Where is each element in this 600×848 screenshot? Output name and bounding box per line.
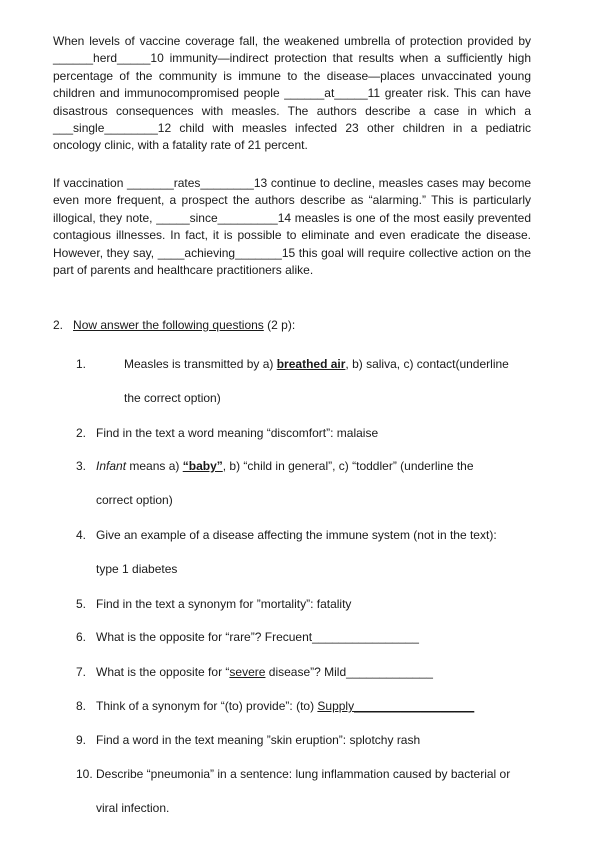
question-text: Describe “pneumonia” in a sentence: lung inflammation caused by bacterial or [96,767,511,781]
question-1-continuation: the correct option) [124,391,221,405]
question-4 [76,528,546,542]
question-text: Find a word in the text meaning ”skin eruption”: splotchy rash [96,733,421,747]
question-1 [76,357,546,371]
question-text: , b) saliva, c) contact(underline [345,357,509,371]
question-text: Measles is transmitted by a) [124,357,277,371]
question-8 [76,699,546,713]
question-10 [76,767,546,781]
question-text: disease”? Mild_____________ [265,665,433,679]
question-3 [76,459,546,473]
question-number: 3. [76,459,87,473]
question-text: What is the opposite for “ [96,665,230,679]
section-heading [53,318,295,332]
question-number: 4. [76,528,87,542]
question-5 [76,597,546,611]
section-label: Now answer the following questions [73,318,264,332]
paragraph-2: If vaccination _______rates________13 continue to decline, measles cases may become even more frequent, a prospect the authors describe as “alarming.” This is particularly illogical, they note, _____since_________14 measles is one of the most easily prevented contagious illnesses. In fact, it is possible to eliminate and even eradicate the disease. However, they say, ____achieving_______15 this goal will require collective action on the part of parents and healthcare practitioners alike. [53,176,531,278]
question-text: means a) [126,459,183,473]
question-number: 7. [76,665,87,679]
question-answer: breathed air [276,357,346,371]
question-text: What is the opposite for “rare”? Frecuent________________ [96,630,419,644]
question-9 [76,733,546,747]
question-text: Find in the text a word meaning “discomfort”: malaise [96,426,379,440]
question-7 [76,665,546,679]
question-2 [76,426,546,440]
question-underlined: Supply__________________ [317,699,475,713]
question-3-continuation: correct option) [96,493,173,507]
question-answer: “baby” [182,459,223,473]
question-number: 5. [76,597,87,611]
question-number: 8. [76,699,87,713]
question-number: 2. [76,426,87,440]
question-10-continuation: viral infection. [96,801,170,815]
question-number: 6. [76,630,87,644]
question-number: 1. [76,357,87,371]
paragraph-1: When levels of vaccine coverage fall, the weakened umbrella of protection provided by ______herd_____10 immunity—indirect protection that results when a sufficiently high percentage of the community is immune to the disease—places unvaccinated young children and immunocompromised people ______at_____11 greater risk. This can have disastrous consequences with measles. The authors describe a case in which a ___single________12 child with measles infected 23 other children in a pediatric oncology clinic, with a fatality rate of 21 percent. [53,34,531,153]
section-points: (2 p): [267,318,296,332]
section-number: 2. [53,318,64,332]
question-text: Give an example of a disease affecting the immune system (not in the text): [96,528,497,542]
question-4-continuation: type 1 diabetes [96,562,178,576]
question-number: 9. [76,733,87,747]
question-text: Think of a synonym for “(to) provide”: (to) [96,699,318,713]
question-underlined: severe [229,665,266,679]
question-word: Infant [96,459,127,473]
question-number: 10. [76,767,93,781]
question-text: , b) “child in general”, c) “toddler” (underline the [222,459,474,473]
question-text: Find in the text a synonym for ”mortality”: fatality [96,597,352,611]
question-6 [76,630,546,644]
